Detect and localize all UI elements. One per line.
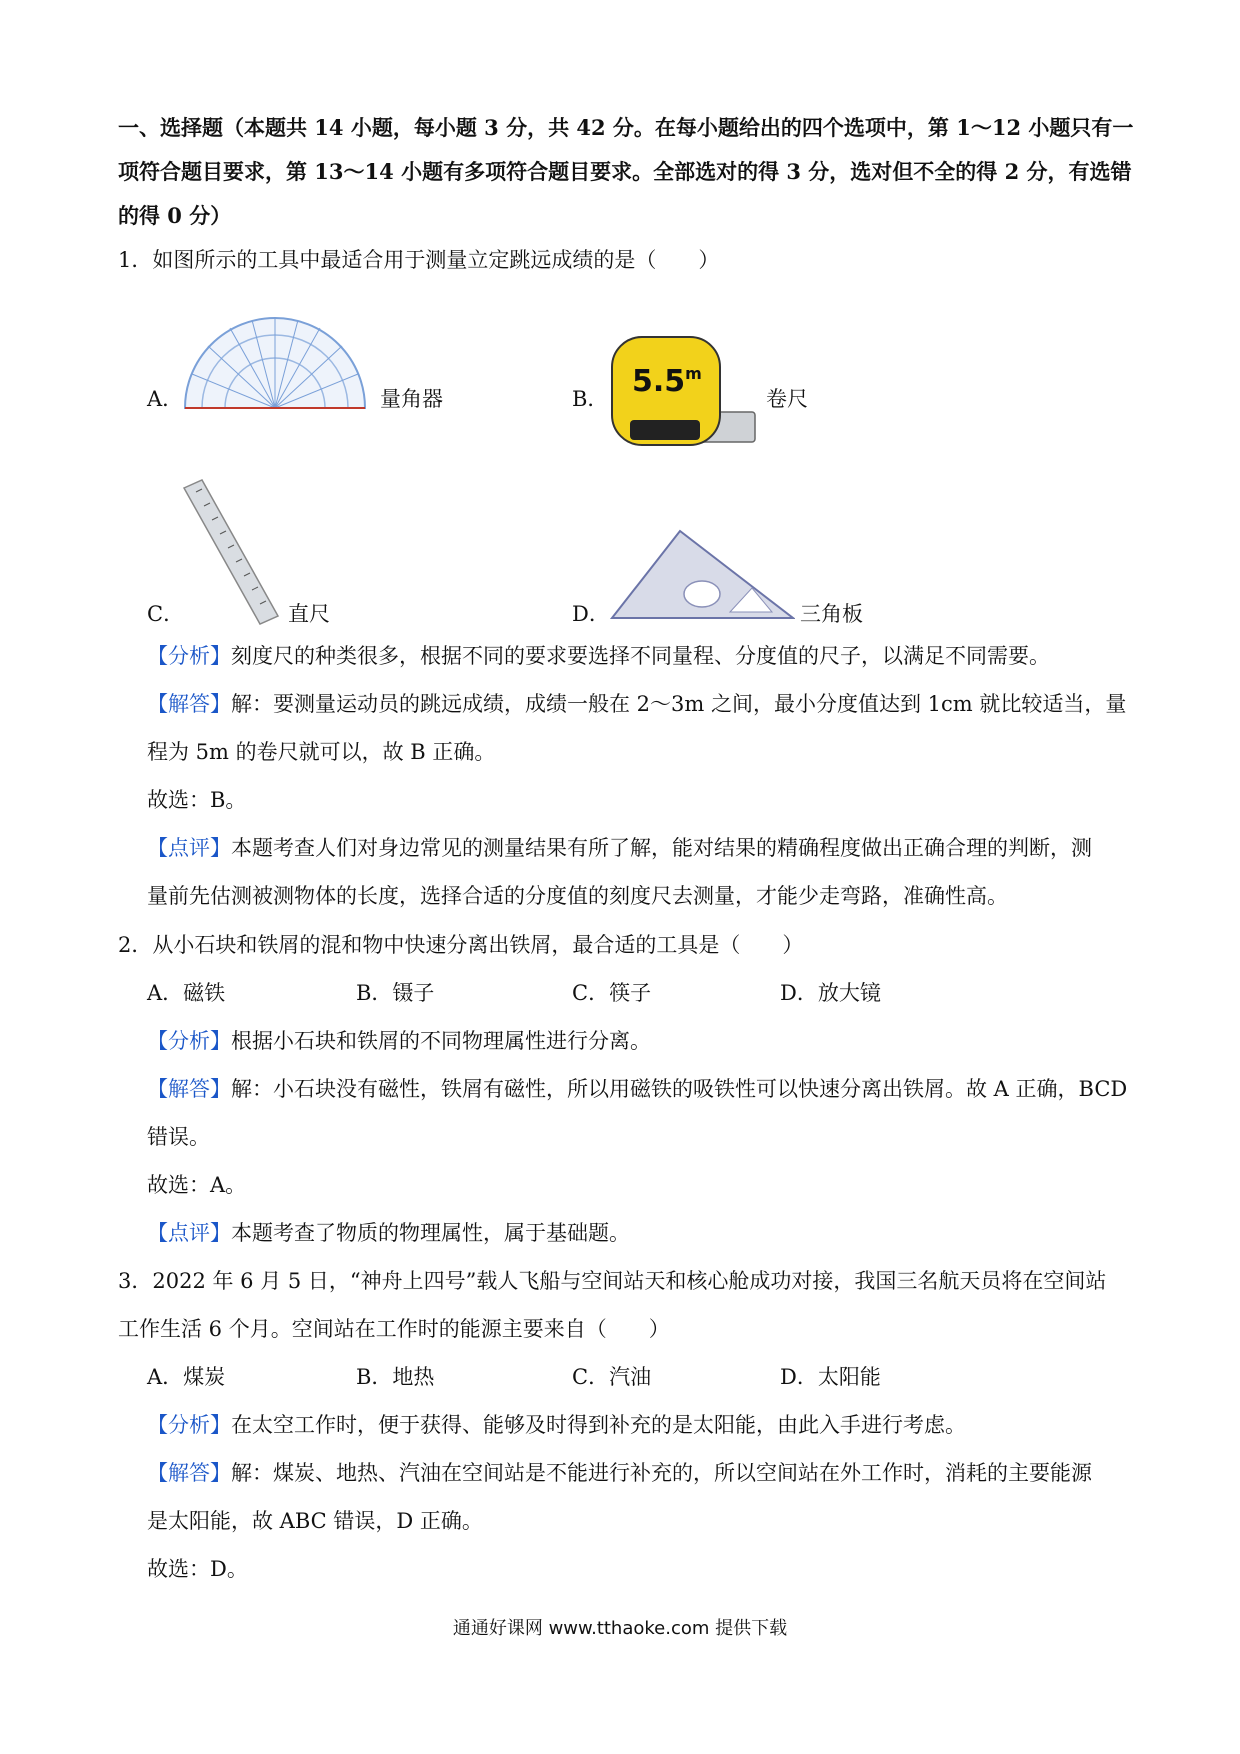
q3-choice: 故选：D。 <box>147 1557 248 1581</box>
q1-option-c-letter: C． <box>147 602 185 626</box>
q3-option-b: B．地热 <box>356 1365 435 1389</box>
q2-analysis-text: 根据小石块和铁屑的不同物理属性进行分离。 <box>231 1029 651 1053</box>
section-header-line-3: 的得 0 分） <box>118 203 232 228</box>
tape-measure-image <box>610 332 760 457</box>
q1-answer-text-2: 程为 5m 的卷尺就可以，故 B 正确。 <box>147 740 496 764</box>
q1-choice: 故选：B。 <box>147 788 247 812</box>
q3-analysis <box>147 1410 966 1440</box>
q1-analysis-text: 刻度尺的种类很多，根据不同的要求要选择不同量程、分度值的尺子，以满足不同需要。 <box>231 644 1050 668</box>
q3-answer-text-2: 是太阳能，故 ABC 错误，D 正确。 <box>147 1509 483 1533</box>
q3-option-a: A．煤炭 <box>147 1365 226 1389</box>
q3-analysis-text: 在太空工作时，便于获得、能够及时得到补充的是太阳能，由此入手进行考虑。 <box>231 1413 966 1437</box>
q3-answer <box>147 1458 1092 1488</box>
q2-comment-tag: 【点评】 <box>147 1221 231 1245</box>
q3-stem-1: 3．2022 年 6 月 5 日，“神舟上四号”载人飞船与空间站天和核心舱成功对接，我国三名航天员将在空间站 <box>118 1269 1107 1293</box>
q1-analysis <box>147 641 1050 671</box>
set-square-image <box>610 528 795 620</box>
ruler-image <box>182 478 282 628</box>
q3-answer-text-1: 解：煤炭、地热、汽油在空间站是不能进行补充的，所以空间站在外工作时，消耗的主要能源 <box>231 1461 1092 1485</box>
q3-option-c: C．汽油 <box>572 1365 652 1389</box>
q1-comment-text-2: 量前先估测被测物体的长度，选择合适的分度值的刻度尺去测量，才能少走弯路，准确性高。 <box>147 884 1008 908</box>
q1-option-b-letter: B． <box>572 387 609 411</box>
q2-comment <box>147 1218 630 1248</box>
q2-answer-tag: 【解答】 <box>147 1077 231 1101</box>
q2-option-b: B．镊子 <box>356 981 435 1005</box>
q1-option-d-letter: D． <box>572 602 610 626</box>
q2-answer-text-1: 解：小石块没有磁性，铁屑有磁性，所以用磁铁的吸铁性可以快速分离出铁屑。故 A 正确，BCD <box>231 1077 1128 1101</box>
section-header-line-2: 项符合题目要求，第 13～14 小题有多项符合题目要求。全部选对的得 3 分，选对但不全的得 2 分，有选错 <box>118 159 1132 184</box>
section-header-line-1: 一、选择题（本题共 14 小题，每小题 3 分，共 42 分。在每小题给出的四个选项中，第 1～12 小题只有一 <box>118 115 1134 140</box>
q3-option-d: D．太阳能 <box>780 1365 881 1389</box>
q1-comment <box>147 833 1092 863</box>
q1-answer-text-1: 解：要测量运动员的跳远成绩，成绩一般在 2～3m 之间，最小分度值达到 1cm 就比较适当，量 <box>231 692 1127 716</box>
q3-analysis-tag: 【分析】 <box>147 1413 231 1437</box>
q1-stem: 1．如图所示的工具中最适合用于测量立定跳远成绩的是（ ） <box>118 248 720 272</box>
q2-stem: 2．从小石块和铁屑的混和物中快速分离出铁屑，最合适的工具是（ ） <box>118 933 804 957</box>
q1-analysis-tag: 【分析】 <box>147 644 231 668</box>
q1-option-c-label: 直尺 <box>288 602 330 626</box>
q1-option-b-label: 卷尺 <box>766 387 808 411</box>
q1-answer-tag: 【解答】 <box>147 692 231 716</box>
q3-stem-2: 工作生活 6 个月。空间站在工作时的能源主要来自（ ） <box>118 1317 670 1341</box>
q2-choice: 故选：A。 <box>147 1173 247 1197</box>
q2-option-c: C．筷子 <box>572 981 652 1005</box>
q1-option-d-label: 三角板 <box>800 602 863 626</box>
q2-comment-text: 本题考查了物质的物理属性，属于基础题。 <box>231 1221 630 1245</box>
q2-answer-text-2: 错误。 <box>147 1125 210 1149</box>
q3-answer-tag: 【解答】 <box>147 1461 231 1485</box>
q2-option-d: D．放大镜 <box>780 981 881 1005</box>
page-footer: 通通好课网 www.tthaoke.com 提供下载 <box>452 1618 788 1639</box>
q2-analysis <box>147 1026 651 1056</box>
q1-option-a-letter: A． <box>147 387 184 411</box>
q2-analysis-tag: 【分析】 <box>147 1029 231 1053</box>
protractor-image <box>180 312 370 412</box>
q2-answer <box>147 1074 1127 1104</box>
tape-measure-unit: m <box>685 364 702 383</box>
q1-answer <box>147 689 1126 719</box>
q1-comment-text-1: 本题考查人们对身边常见的测量结果有所了解，能对结果的精确程度做出正确合理的判断，测 <box>231 836 1092 860</box>
q1-option-a-label: 量角器 <box>380 387 443 411</box>
q1-comment-tag: 【点评】 <box>147 836 231 860</box>
q2-option-a: A．磁铁 <box>147 981 226 1005</box>
tape-measure-number: 5.5 <box>632 364 686 399</box>
